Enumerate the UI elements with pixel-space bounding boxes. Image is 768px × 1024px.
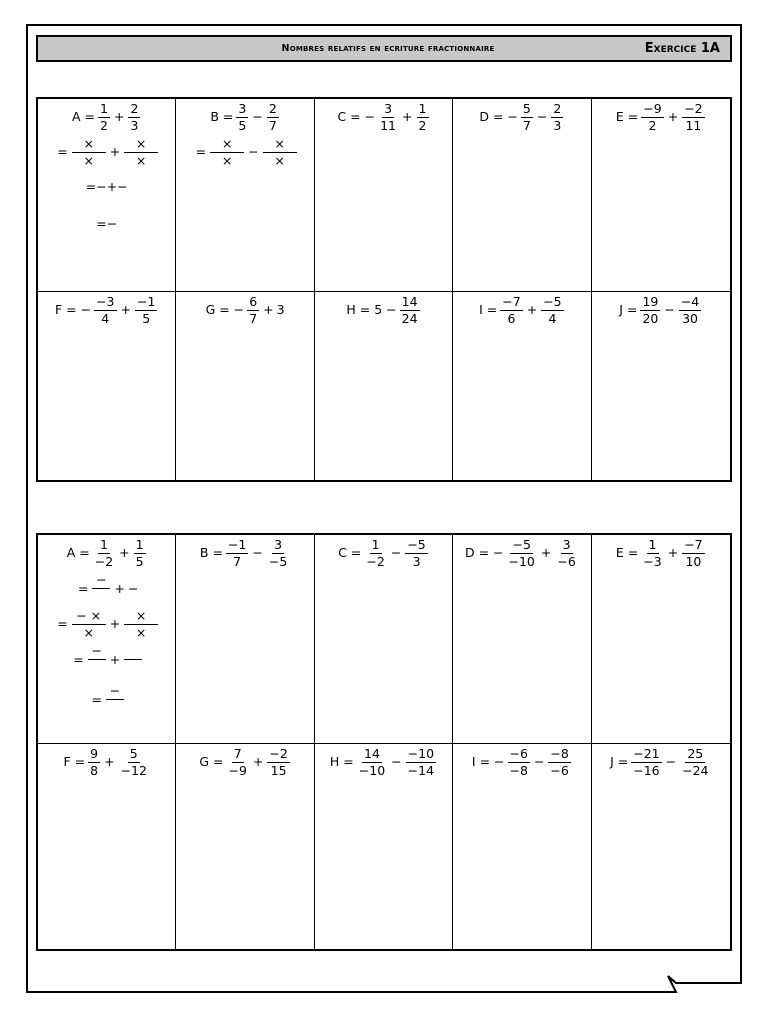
numerator: 14 [401,294,418,309]
expression-label: E = [615,545,639,561]
fraction [641,103,663,132]
denominator: × [274,152,285,168]
fraction [210,138,244,167]
fraction [124,138,158,167]
operator: + [109,144,121,160]
cell-a [38,535,176,744]
fraction [641,539,663,568]
operator: − [533,754,545,770]
cell-h [315,292,453,480]
expression-label: D = − [464,545,504,561]
denominator: 3 [130,117,139,133]
fraction [507,539,537,568]
cell-f [38,292,176,480]
header-bar [36,35,732,62]
fraction [124,610,158,639]
denominator: 4 [101,310,110,326]
fraction [405,539,427,568]
cell-g [176,292,314,480]
fraction [400,296,420,325]
operator: + [106,179,118,194]
integer-term: 3 [276,302,285,318]
expression-b [210,103,280,132]
fraction [682,103,704,132]
operator: + [109,651,121,667]
numerator: 19 [642,294,659,309]
fraction [357,748,387,777]
numerator: −5 [512,537,531,552]
numerator [124,645,142,660]
fraction [98,103,110,132]
blank: − [127,580,139,596]
cell-g [176,744,314,949]
operator: − [252,545,263,561]
equals-sign: = [57,144,68,160]
numerator: −7 [684,537,703,552]
cell-d [453,99,591,292]
denominator: 2 [648,117,657,133]
denominator: 24 [401,310,418,326]
denominator: 8 [90,762,99,778]
numerator: × [124,610,158,625]
equals-sign: = [57,616,68,632]
numerator: −7 [502,294,521,309]
expression-h [330,748,437,777]
expression-label: I = [479,302,498,318]
operator: + [113,109,125,125]
exercise-grid-2 [36,533,732,951]
step-b-1 [193,138,298,167]
expression-j [610,748,711,777]
cell-j [592,744,730,949]
expression-g [206,296,285,325]
operator: + [120,302,131,318]
fraction [124,645,142,675]
expression-label: F = [63,754,86,770]
expression-c [337,103,429,132]
numerator: −1 [227,537,247,552]
denominator: −6 [557,553,576,569]
numerator: −2 [684,101,703,116]
step-a-4 [88,685,124,715]
fraction [94,296,116,325]
expression-label: J = [610,754,629,770]
denominator: × [135,152,147,168]
expression-label: A = [66,545,90,561]
equals-sign: = [77,580,89,596]
fraction [406,748,436,777]
numerator: 1 [647,539,659,554]
denominator: 10 [685,553,702,569]
operator: − [664,302,675,318]
cell-j [592,292,730,480]
operator: − [252,109,263,125]
expression-label: C = − [337,109,376,125]
denominator: × [135,624,147,640]
fraction [93,539,115,568]
step-a-1 [75,574,138,604]
expression-f [55,296,158,325]
numerator: −1 [136,294,156,309]
numerator: × [124,138,158,153]
numerator: −2 [269,746,288,761]
denominator: −2 [94,553,114,569]
expression-i [472,748,572,777]
fraction [682,539,704,568]
exercise-grid-1 [36,97,732,482]
numerator: 2 [551,103,563,118]
expression-g [199,748,291,777]
denominator: 7 [249,310,258,326]
operator: + [114,580,125,596]
denominator: 7 [268,117,277,133]
denominator: 7 [233,553,242,569]
fraction [135,296,157,325]
fraction [247,296,259,325]
expression-label: G = [199,754,224,770]
denominator: 20 [642,310,659,326]
numerator: 5 [128,748,140,763]
denominator: 5 [238,117,247,133]
expression-label: B = [199,545,223,561]
numerator: 1 [98,103,110,118]
numerator: 7 [232,748,244,763]
fraction [508,748,530,777]
numerator: −5 [407,537,426,552]
blank: − [106,215,118,231]
cell-a [38,99,176,292]
fraction [92,574,110,604]
operator: + [109,616,121,632]
fraction [551,103,563,132]
expression-label: E = [615,109,639,125]
fraction [119,748,149,777]
denominator: × [83,152,94,168]
numerator: 3 [272,539,284,554]
numerator: −9 [643,101,662,116]
numerator: 1 [370,539,382,554]
operator: − [248,144,259,160]
fraction [134,539,146,568]
expression-e [616,539,706,568]
expression-label: A = [71,109,95,125]
numerator: −3 [96,294,115,309]
equals-sign: = [91,691,102,707]
expression-b [200,539,290,568]
cell-e [592,535,730,744]
denominator: −10 [358,762,386,778]
numerator: 3 [561,539,573,554]
fraction [679,296,701,325]
numerator: 5 [521,103,533,118]
expression-a [72,103,141,132]
expression-label: G = − [205,302,245,318]
cell-f [38,744,176,949]
cell-c [315,535,453,744]
numerator: 1 [98,539,110,554]
cell-b [176,99,314,292]
fraction [500,296,522,325]
numerator: −5 [543,294,562,309]
fraction [267,103,279,132]
fraction [88,645,106,675]
denominator: −2 [366,553,385,569]
operator: + [104,754,115,770]
fraction [72,138,106,167]
numerator: 3 [236,103,248,118]
step-a-1 [54,138,159,167]
fraction [680,748,710,777]
denominator [88,660,106,675]
expression-a [67,539,147,568]
numerator: 1 [134,539,146,554]
operator: − [665,754,677,770]
fraction [106,685,124,715]
fraction [631,748,661,777]
expression-d [479,103,564,132]
expression-h [346,296,420,325]
fraction [267,748,289,777]
fraction [555,539,577,568]
expression-label: H = [329,754,354,770]
equals-sign: = [85,179,97,194]
numerator: × [210,138,244,153]
expression-label: I = − [471,754,505,770]
cell-i [453,744,591,949]
operator: + [667,109,679,125]
fraction [226,748,248,777]
equals-sign: = [195,144,207,160]
blank: − [96,179,107,194]
numerator: − [92,574,110,589]
numerator: − [88,645,106,660]
denominator [106,700,124,715]
cell-d [453,535,591,744]
denominator: −8 [509,762,528,778]
fraction [263,138,297,167]
operator: − [391,754,402,770]
fraction [72,610,106,639]
fraction [267,539,289,568]
denominator: 15 [270,762,287,778]
expression-e [616,103,706,132]
numerator: 2 [128,103,140,118]
denominator: × [221,152,233,168]
operator: − [390,545,402,561]
operator: + [526,302,538,318]
denominator: 11 [685,117,702,133]
operator: + [263,302,274,318]
cell-e [592,99,730,292]
fraction [88,748,100,777]
expression-label: B = [210,109,234,125]
denominator: 2 [99,117,108,133]
operator: − [536,109,548,125]
equals-sign: = [96,215,107,231]
step-a-3 [96,215,118,231]
numerator: 2 [267,103,279,118]
fraction [226,539,248,568]
numerator: −10 [407,746,435,761]
denominator [124,660,142,675]
equals-sign: = [73,651,84,667]
expression-label: H = 5 − [346,302,397,318]
numerator: −4 [680,294,700,309]
operator: + [540,545,552,561]
expression-label: J = [619,302,638,318]
denominator: 11 [380,117,397,133]
expression-label: C = [338,545,362,561]
fraction [521,103,533,132]
blank: − [117,179,128,194]
expression-d [465,539,579,568]
numerator: − [106,685,124,700]
step-a-2 [86,181,128,194]
cell-h [315,744,453,949]
operator: + [119,545,130,561]
denominator: 2 [418,117,427,133]
operator: + [667,545,679,561]
denominator: 30 [682,310,698,326]
step-a-3 [70,645,143,675]
numerator: 9 [88,748,100,763]
exercise-number: Exercice 1A [644,41,720,56]
fraction [541,296,563,325]
numerator: 25 [687,746,704,761]
denominator: 3 [553,117,562,133]
numerator: −21 [633,746,660,761]
numerator: −8 [550,746,569,761]
denominator: 5 [142,310,151,326]
denominator: 5 [135,553,144,569]
fraction [364,539,386,568]
fraction [128,103,140,132]
fraction [378,103,398,132]
expression-i [479,296,565,325]
denominator: −3 [643,553,662,569]
denominator: −12 [120,762,147,778]
numerator: 3 [382,103,394,118]
step-a-2 [54,610,159,639]
cell-c [315,99,453,292]
numerator: − × [72,610,106,625]
operator: + [402,109,413,125]
numerator: 6 [247,296,259,311]
expression-f [63,748,150,777]
cell-i [453,292,591,480]
denominator: 6 [507,310,516,326]
denominator: −14 [407,762,435,778]
denominator: −24 [682,762,709,778]
fraction [417,103,429,132]
denominator: 4 [548,310,557,326]
denominator: × [83,624,94,640]
expression-c [338,539,429,568]
denominator: 7 [522,117,531,133]
operator: + [252,754,264,770]
numerator: 14 [364,746,380,761]
expression-label: F = − [54,302,92,318]
denominator: −9 [228,762,247,778]
numerator: −6 [509,746,528,761]
numerator: × [263,138,297,153]
worksheet-title: Nombres relatifs en ecriture fractionnaire [281,43,495,54]
numerator: 1 [417,103,429,118]
numerator: × [72,138,106,153]
fraction [548,748,570,777]
denominator: −16 [633,762,660,778]
cell-b [176,535,314,744]
denominator: −6 [550,762,569,778]
fraction [236,103,248,132]
denominator: −5 [268,553,288,569]
expression-label: D = − [479,109,518,125]
expression-j [619,296,702,325]
denominator: 3 [412,553,421,569]
denominator [92,589,110,604]
fraction [640,296,660,325]
denominator: −10 [508,553,535,569]
